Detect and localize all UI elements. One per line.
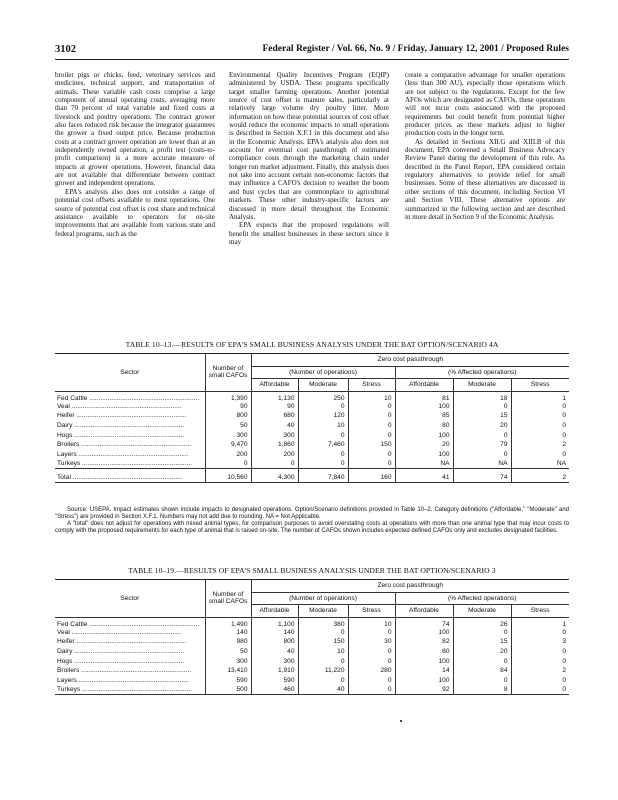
pct-affordable-cell: 92 [395, 685, 453, 695]
table-2 [55, 580, 569, 695]
number-cell: 800 [205, 411, 251, 421]
moderate-header: Moderate [298, 378, 348, 391]
moderate-cell: 10 [298, 421, 348, 431]
sector-cell: Broilers ............................................................ [57, 667, 192, 675]
pct-affordable-cell: 81 [395, 391, 453, 402]
pct-moderate-cell: NA [453, 459, 511, 469]
pct-stress-cell: 0 [511, 685, 569, 695]
sector-cell: Hogs ............................................................ [57, 431, 185, 439]
page-header [55, 44, 569, 58]
pct-moderate-cell: 8 [453, 685, 511, 695]
pct-stress-cell: 0 [511, 402, 569, 412]
sector-cell: Fed Cattle ............................................................ [57, 620, 200, 628]
paragraph: EPA expects that the proposed regulations will benefit the smallest businesses in these sectors since it may [229, 221, 389, 246]
affordable-cell: 300 [251, 656, 298, 666]
pct-stress-cell: 0 [511, 656, 569, 666]
stress-cell: 150 [348, 440, 395, 450]
affordable-cell: 140 [251, 628, 298, 638]
pct-stress-cell: 0 [511, 449, 569, 459]
moderate-cell: 250 [298, 391, 348, 402]
affordable-cell: 1,100 [251, 617, 298, 628]
pct-affordable-cell: 100 [395, 430, 453, 440]
pct-stress-header: Stress [511, 378, 569, 391]
moderate-cell: 7,840 [298, 469, 348, 483]
pct-moderate-cell: 15 [453, 411, 511, 421]
affordable-cell: 90 [251, 402, 298, 412]
paragraph: EPA's analysis also does not consider a range of potential cost offsets available to most operations. One source of potential cost offset is cost share and technical assistance available to operators for on-site improvements that are available from various state and federal programs, such as the [55, 187, 215, 238]
pct-affordable-cell: 14 [395, 666, 453, 676]
pct-moderate-header: Moderate [453, 604, 511, 617]
number-cell: 9,470 [205, 440, 251, 450]
moderate-cell: 0 [298, 430, 348, 440]
pct-stress-cell: 0 [511, 628, 569, 638]
text-column-2 [229, 71, 389, 246]
pct-moderate-cell: 0 [453, 675, 511, 685]
moderate-cell: 40 [298, 685, 348, 695]
stress-cell: 0 [348, 459, 395, 469]
sector-cell: Broilers ............................................................ [57, 441, 192, 449]
pct-moderate-cell: 0 [453, 656, 511, 666]
stress-header: Stress [348, 604, 395, 617]
pct-moderate-cell: 20 [453, 647, 511, 657]
paragraph: As detailed in Sections XII.G and XIII.B of this document, EPA convened a Small Business Advocacy Review Panel during the development of this rule. As described in the Panel Report, EPA considered certain regulatory alternatives to provide relief for small businesses. Some of these alternatives are discussed in other sections of this document, including Section VI and Section VIII. These alternative options are summarized in the following section and are described in more detail in Section 9 of the Economic Analysis. [405, 137, 565, 221]
sector-cell: Total ............................................................ [55, 469, 205, 483]
number-cell: 10,560 [205, 469, 251, 483]
pct-stress-cell: 0 [511, 411, 569, 421]
pct-stress-cell: 1 [511, 617, 569, 628]
pct-stress-cell: 2 [511, 469, 569, 483]
affordable-header: Affordable [251, 378, 298, 391]
affordable-cell: 1,130 [251, 391, 298, 402]
stress-cell: 0 [348, 421, 395, 431]
pct-moderate-cell: 0 [453, 628, 511, 638]
table-row [55, 675, 569, 685]
stress-cell: 0 [348, 449, 395, 459]
moderate-cell: 120 [298, 411, 348, 421]
header-rule [55, 59, 569, 60]
text-column-3 [405, 71, 565, 221]
pct-stress-cell: 0 [511, 430, 569, 440]
number-cell: 13,410 [205, 666, 251, 676]
sector-cell: Turkeys ............................................................ [57, 460, 192, 468]
pct-moderate-cell: 18 [453, 391, 511, 402]
affordable-cell: 800 [251, 637, 298, 647]
num-ops-header: (Number of operations) [251, 366, 395, 378]
table-row [55, 459, 569, 469]
pct-stress-cell: 0 [511, 647, 569, 657]
moderate-cell: 0 [298, 628, 348, 638]
stress-cell: 0 [348, 628, 395, 638]
pct-ops-header: (% Affected operations) [395, 592, 569, 604]
stress-cell: 10 [348, 617, 395, 628]
affordable-cell: 590 [251, 675, 298, 685]
pct-affordable-cell: 80 [395, 421, 453, 431]
table-1-caption: TABLE 10–13.—RESULTS OF EPA'S SMALL BUSINESS ANALYSIS UNDER THE BAT OPTION/SCENARIO 4A [125, 340, 499, 349]
moderate-header: Moderate [298, 604, 348, 617]
number-cell: 50 [205, 647, 251, 657]
affordable-cell: 40 [251, 647, 298, 657]
pct-moderate-cell: 84 [453, 666, 511, 676]
moderate-cell: 150 [298, 637, 348, 647]
stress-cell: 0 [348, 675, 395, 685]
pct-stress-cell: 1 [511, 391, 569, 402]
number-cell: 90 [205, 402, 251, 412]
pct-affordable-header: Affordable [395, 378, 453, 391]
affordable-cell: 680 [251, 411, 298, 421]
stress-cell: 0 [348, 430, 395, 440]
pct-affordable-cell: 100 [395, 402, 453, 412]
number-header: Number of small CAFOs [205, 580, 251, 617]
affordable-cell: 300 [251, 430, 298, 440]
stress-cell: 30 [348, 637, 395, 647]
sector-cell: Heifer ............................................................ [57, 412, 187, 420]
text-column-1 [55, 71, 215, 238]
pct-affordable-cell: 74 [395, 617, 453, 628]
sector-cell: Layers ............................................................ [57, 450, 189, 458]
affordable-cell: 40 [251, 421, 298, 431]
table-row [55, 411, 569, 421]
moderate-cell: 0 [298, 459, 348, 469]
affordable-cell: 1,860 [251, 440, 298, 450]
affordable-cell: 460 [251, 685, 298, 695]
number-cell: 300 [205, 656, 251, 666]
paragraph: broiler pigs or chicks, feed, veterinary services and medicines, technical support, and transportation of animals. These variable cash costs comprise a large component of annual operating costs, averaging more than 70 percent of total variable and fixed costs at livestock and poultry operations. The contract grower also faces reduced risk because the integrator guarantees the grower a fixed output price. Because production costs at a contract grower operation are lower than at an independently owned operation, a profit test (costs-to-profit comparison) is a more accurate measure of impacts at grower operations. However, financial data are not available that differentiate between contract grower and independent operations. [55, 71, 215, 188]
pct-moderate-cell: 0 [453, 430, 511, 440]
table-1-notes [55, 507, 569, 535]
sector-cell: Heifer ............................................................ [57, 638, 187, 646]
pct-stress-cell: 3 [511, 637, 569, 647]
pct-affordable-cell: 85 [395, 411, 453, 421]
pct-stress-cell: 0 [511, 675, 569, 685]
page-mark [400, 720, 402, 722]
moderate-cell: 0 [298, 449, 348, 459]
number-cell: 500 [205, 685, 251, 695]
pct-moderate-cell: 0 [453, 449, 511, 459]
stress-header: Stress [348, 378, 395, 391]
running-title: Federal Register / Vol. 66, No. 9 / Friday, January 12, 2001 / Proposed Rules [262, 44, 569, 54]
pct-affordable-cell: 100 [395, 449, 453, 459]
pct-affordable-cell: 41 [395, 469, 453, 483]
sector-cell: Layers ............................................................ [57, 676, 189, 684]
sector-header: Sector [55, 354, 205, 391]
pct-affordable-cell: 80 [395, 647, 453, 657]
total-row [55, 469, 569, 483]
stress-cell: 160 [348, 469, 395, 483]
number-cell: 1,390 [205, 391, 251, 402]
stress-cell: 0 [348, 647, 395, 657]
pct-affordable-cell: NA [395, 459, 453, 469]
table-row [55, 421, 569, 431]
table-row [55, 430, 569, 440]
affordable-cell: 200 [251, 449, 298, 459]
pct-moderate-cell: 79 [453, 440, 511, 450]
pct-affordable-cell: 100 [395, 675, 453, 685]
affordable-cell: 0 [251, 459, 298, 469]
table-row [55, 391, 569, 402]
table-1-footnote: A "total" does not adjust for operations with mixed animal types, for comparison purposes to avoid overstating costs at operations with more than one animal type that may incur costs to comply with the proposed requirements for each type of animal that is raised on-site. The number of CAFOs shown includes expected defined CAFOs only and excludes designated facilities. [55, 521, 569, 534]
moderate-cell: 0 [298, 656, 348, 666]
affordable-header: Affordable [251, 604, 298, 617]
sector-cell: Dairy ............................................................ [57, 647, 185, 655]
pct-stress-cell: 0 [511, 421, 569, 431]
sector-cell: Hogs ............................................................ [57, 657, 185, 665]
pct-affordable-cell: 100 [395, 656, 453, 666]
paragraph: create a comparative advantage for smaller operations (less than 300 AU), especially those operations which are not subject to the regulations. Except for the few AFOs which are designated as CAFOs, these operations will not incur costs associated with the proposed requirements but could benefit from potential higher producer prices as these markets adjust to higher production costs in the longer term. [405, 71, 565, 138]
pct-affordable-cell: 100 [395, 628, 453, 638]
stress-cell: 0 [348, 402, 395, 412]
sector-header: Sector [55, 580, 205, 617]
number-cell: 590 [205, 675, 251, 685]
table-row [55, 628, 569, 638]
pct-stress-cell: 2 [511, 666, 569, 676]
table-1-source-note: Source: USEPA. Impact estimates shown include impacts to designated operations. Option/Scenario definitions provided in Table 10–2. Category definitions ("Affordable," "Moderate" and "Stress") are provided in Section X.F.1. Numbers may not add due to rounding. NA = Not Applicable. [55, 507, 569, 520]
moderate-cell: 380 [298, 617, 348, 628]
number-header: Number of small CAFOs [205, 354, 251, 391]
number-cell: 1,490 [205, 617, 251, 628]
sector-cell: Veal ............................................................ [57, 402, 182, 410]
stress-cell: 10 [348, 391, 395, 402]
paragraph: Environmental Quality Incentives Program (EQIP) administered by USDA. These programs specifically target smaller farming operations. Another potential source of cost offset is manure sales, particularly at relatively large volume dry poultry litter. More information on how these potential sources of cost offset would reduce the economic impacts to small operations is described in Section X.F.1 in this document and also in the Economic Analysis. EPA's analysis also does not account for eventual cost passthrough of estimated compliance costs through the marketing chain under longer run market adjustment. Finally, this analysis does not take into account certain non-economic factors that may influence a CAFO's decision to weather the boom and bust cycles that are commonplace in agricultural markets. These other industry-specific factors are discussed in more detail throughout the Economic Analysis. [229, 71, 389, 221]
pct-affordable-header: Affordable [395, 604, 453, 617]
number-cell: 140 [205, 628, 251, 638]
stress-cell: 280 [348, 666, 395, 676]
table-row [55, 647, 569, 657]
page-number: 3102 [55, 44, 76, 55]
sector-cell: Dairy ............................................................ [57, 421, 185, 429]
pct-affordable-cell: 20 [395, 440, 453, 450]
table-row [55, 637, 569, 647]
table-row [55, 685, 569, 695]
zero-cost-header: Zero cost passthrough [251, 354, 569, 366]
number-cell: 50 [205, 421, 251, 431]
table-row [55, 402, 569, 412]
pct-moderate-header: Moderate [453, 378, 511, 391]
table-1 [55, 354, 569, 483]
moderate-cell: 7,460 [298, 440, 348, 450]
pct-ops-header: (% Affected operations) [395, 366, 569, 378]
pct-moderate-cell: 26 [453, 617, 511, 628]
pct-moderate-cell: 74 [453, 469, 511, 483]
table-2-caption: TABLE 10–19.—RESULTS OF EPA'S SMALL BUSINESS ANALYSIS UNDER THE BAT OPTION/SCENARIO 3 [128, 566, 496, 575]
pct-stress-cell: 2 [511, 440, 569, 450]
table-row [55, 656, 569, 666]
pct-stress-cell: NA [511, 459, 569, 469]
table-row [55, 617, 569, 628]
table-row [55, 440, 569, 450]
pct-stress-header: Stress [511, 604, 569, 617]
sector-cell: Fed Cattle ............................................................ [57, 394, 200, 402]
zero-cost-header: Zero cost passthrough [251, 580, 569, 592]
number-cell: 980 [205, 637, 251, 647]
stress-cell: 0 [348, 685, 395, 695]
moderate-cell: 11,220 [298, 666, 348, 676]
moderate-cell: 0 [298, 675, 348, 685]
number-cell: 300 [205, 430, 251, 440]
pct-moderate-cell: 20 [453, 421, 511, 431]
affordable-cell: 4,300 [251, 469, 298, 483]
stress-cell: 0 [348, 411, 395, 421]
number-cell: 200 [205, 449, 251, 459]
sector-cell: Turkeys ............................................................ [57, 686, 192, 694]
affordable-cell: 1,910 [251, 666, 298, 676]
table-row [55, 666, 569, 676]
pct-moderate-cell: 0 [453, 402, 511, 412]
stress-cell: 0 [348, 656, 395, 666]
num-ops-header: (Number of operations) [251, 592, 395, 604]
pct-affordable-cell: 82 [395, 637, 453, 647]
body-text [55, 71, 569, 331]
number-cell: 0 [205, 459, 251, 469]
sector-cell: Veal ............................................................ [57, 628, 182, 636]
moderate-cell: 0 [298, 402, 348, 412]
table-row [55, 449, 569, 459]
moderate-cell: 10 [298, 647, 348, 657]
pct-moderate-cell: 15 [453, 637, 511, 647]
